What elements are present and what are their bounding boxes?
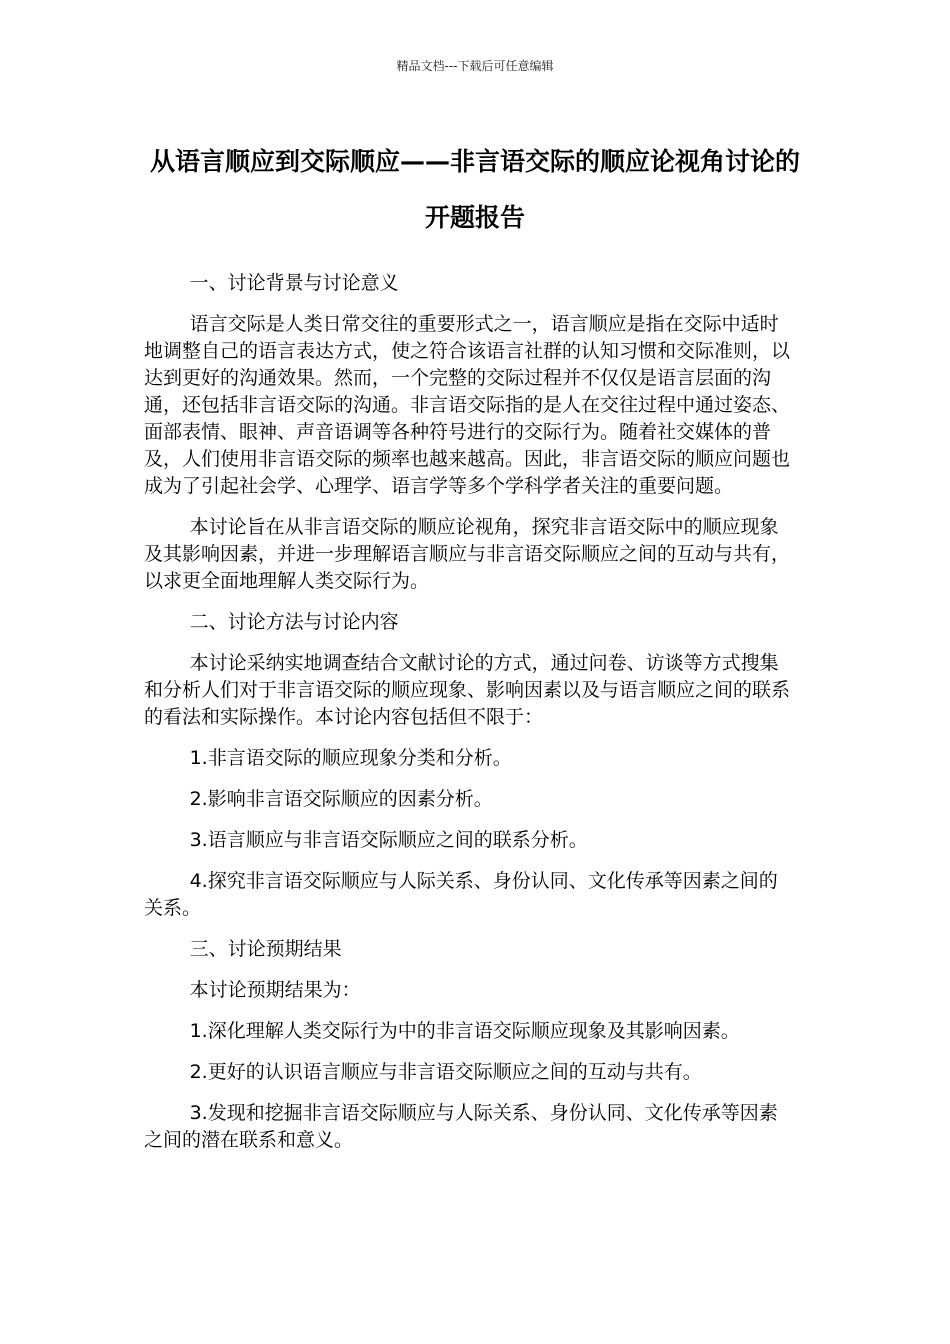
paragraph: 本讨论采纳实地调查结合文献讨论的方式，通过问卷、访谈等方式搜集和分析人们对于非言语交际的顺应现象、影响因素以及与语言顺应之间的联系的看法和实际操作。本讨论内容包括但不限于：	[144, 652, 791, 728]
section-heading-background: 一、讨论背景与讨论意义	[189, 272, 399, 294]
paragraph: 本讨论预期结果为：	[189, 979, 361, 1001]
document-title: 从语言顺应到交际顺应——非言语交际的顺应论视角讨论的开题报告	[149, 147, 800, 232]
header-note: 精品文档---下载后可任意编辑	[396, 59, 554, 73]
list-item: 3.语言顺应与非言语交际顺应之间的联系分析。	[189, 829, 588, 851]
list-item: 2.更好的认识语言顺应与非言语交际顺应之间的互动与共有。	[189, 1061, 702, 1083]
document-body	[144, 270, 794, 1168]
list-item: 1.深化理解人类交际行为中的非言语交际顺应现象及其影响因素。	[189, 1020, 740, 1042]
section-heading-method: 二、讨论方法与讨论内容	[189, 611, 399, 633]
list-item: 2.影响非言语交际顺应的因素分析。	[189, 788, 493, 810]
list-item: 3.发现和挖掘非言语交际顺应与人际关系、身份认同、文化传承等因素之间的潜在联系和意义。	[144, 1102, 778, 1151]
paragraph: 本讨论旨在从非言语交际的顺应论视角，探究非言语交际中的顺应现象及其影响因素，并进一步理解语言顺应与非言语交际顺应之间的互动与共有，以求更全面地理解人类交际行为。	[144, 516, 791, 592]
list-item: 1.非言语交际的顺应现象分类和分析。	[189, 747, 512, 769]
section-heading-expected-results: 三、讨论预期结果	[189, 938, 342, 960]
list-item: 4.探究非言语交际顺应与人际关系、身份认同、文化传承等因素之间的关系。	[144, 870, 778, 919]
paragraph: 语言交际是人类日常交往的重要形式之一，语言顺应是指在交际中适时地调整自己的语言表达方式，使之符合该语言社群的认知习惯和交际准则，以达到更好的沟通效果。然而，一个完整的交际过程并不仅仅是语言层面的沟通，还包括非言语交际的沟通。非言语交际指的是人在交往过程中通过姿态、面部表情、眼神、声音语调等各种符号进行的交际行为。随着社交媒体的普及，人们使用非言语交际的频率也越来越高。因此，非言语交际的顺应问题也成为了引起社会学、心理学、语言学等多个学科学者关注的重要问题。	[144, 313, 791, 497]
